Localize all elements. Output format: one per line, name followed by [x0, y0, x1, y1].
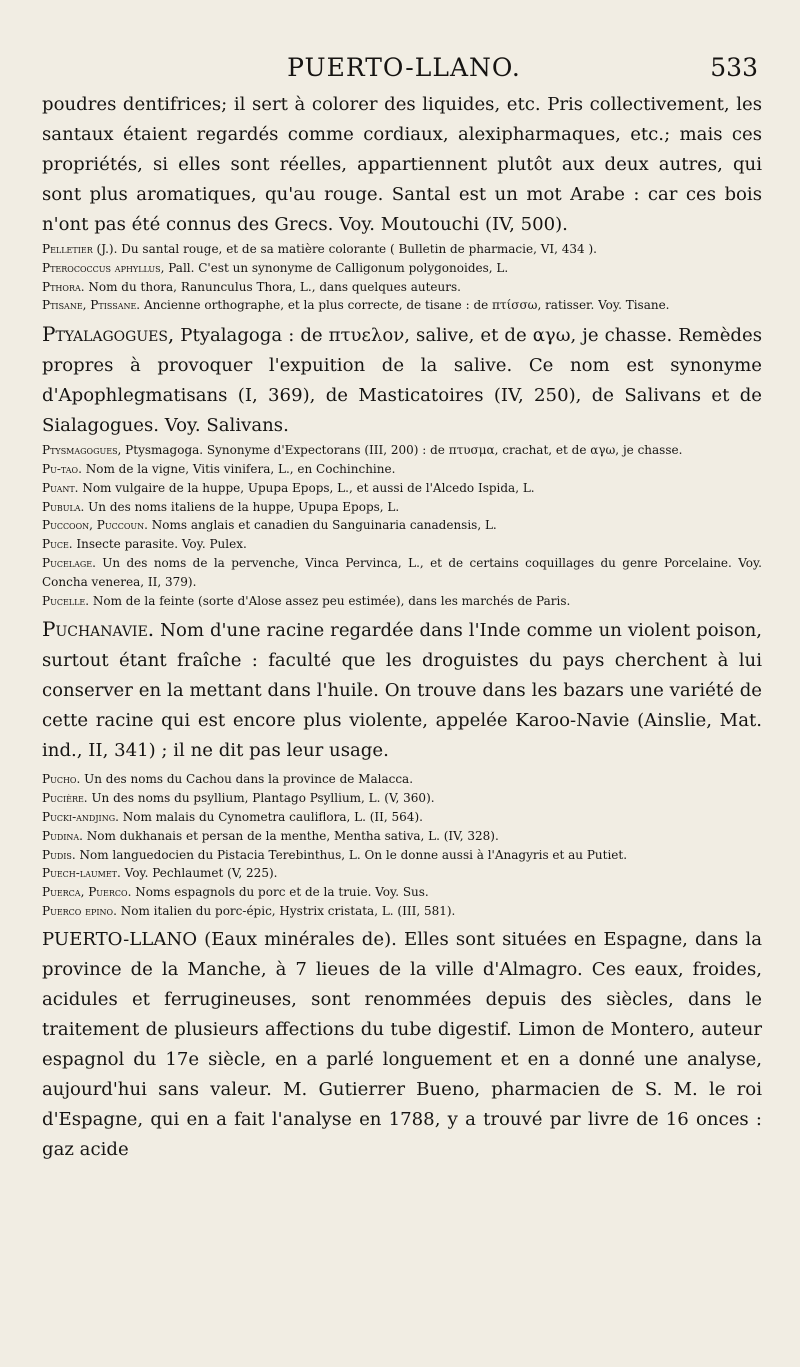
entry-head: Pterococcus aphyllus [42, 260, 161, 275]
entry-text: Nom languedocien du Pistacia Terebinthus, L. On le donne aussi à l'Anagyris et au Putiet. [75, 847, 628, 862]
entry-text: Insecte parasite. Voy. Pulex. [72, 537, 247, 552]
entry-pucelle [42, 592, 762, 611]
entry-head: Puchanavie. [42, 617, 155, 642]
entry-puant [42, 479, 762, 498]
entry-pucho [42, 770, 762, 789]
entry-head: Pudina. [42, 828, 83, 843]
entry-ptysmagogues [42, 441, 762, 460]
entry-puerca [42, 883, 762, 902]
entry-puerco-epino [42, 902, 762, 921]
entry-head: Pucelle. [42, 593, 90, 608]
entry-pudina [42, 827, 762, 846]
entry-text: Nom vulgaire de la huppe, Upupa Epops, L., et aussi de l'Alcedo Ispida, L. [78, 480, 535, 495]
entry-head: Puerco epino. [42, 903, 117, 918]
entry-text: Ancienne orthographe, et la plus correcte, de tisane : de πτίσσω, ratisser. Voy. Tisane. [140, 298, 670, 313]
entry-puccoon [42, 516, 762, 535]
entry-head: Puerca, Puerco. [42, 885, 132, 900]
entry-text: Un des noms italiens de la huppe, Upupa Epops, L. [84, 499, 400, 514]
entry-ptyalagogues [42, 319, 762, 441]
entry-pucki-andjing [42, 808, 762, 827]
entry-head: Pudis. [42, 847, 76, 862]
entry-text: Un des noms du Cachou dans la province de Malacca. [80, 772, 414, 787]
entry-text: Ptyalagoga : de πτυελον, salive, et de αγω, je chasse. Remèdes propres à provoquer l'expuition de la salive. Ce nom est synonyme d'Apophlegmatisans (I, 369), de Masticatoires (IV, 250), de Salivans et de Sialagogues. Voy. Salivans. [42, 325, 762, 437]
entry-text: Nom italien du porc-épic, Hystrix cristata, L. (III, 581). [116, 903, 456, 918]
entry-head: Ptyalagogues, [42, 322, 175, 347]
entry-text: Voy. Pechlaumet (V, 225). [120, 866, 278, 881]
entry-puerto-llano [42, 925, 762, 1165]
entry-text: Noms espagnols du porc et de la truie. Voy. Sus. [131, 885, 429, 900]
entry-pu-tao [42, 460, 762, 479]
entry-puciere [42, 789, 762, 808]
entry-pthora [42, 278, 762, 297]
entry-puech-laumet [42, 864, 762, 883]
entry-pelletier [42, 240, 762, 259]
entry-text: Noms anglais et canadien du Sanguinaria canadensis, L. [147, 518, 497, 533]
entry-head: Pucki-andjing. [42, 809, 119, 824]
entry-head: Ptysmagogues, [42, 443, 122, 458]
entry-puchanavie [42, 614, 762, 766]
entry-head: PUERTO-LLANO [42, 928, 198, 950]
page-content [42, 90, 762, 1165]
entry-text: Un des noms du psyllium, Plantago Psyllium, L. (V, 360). [87, 791, 435, 806]
entry-text: Nom de la vigne, Vitis vinifera, L., en Cochinchine. [81, 461, 396, 476]
entry-head: Puce. [42, 537, 73, 552]
entry-text: poudres dentifrices; il sert à colorer des liquides, etc. Pris collectivement, les santaux étaient regardés comme cordiaux, alexipharmaques, etc.; mais ces propriétés, si elles sont réelles, appartiennent plutôt aux deux autres, qui sont plus aromatiques, qu'au rouge. Santal est un mot Arabe : car ces bois n'ont pas été connus des Grecs. Voy. Moutouchi (IV, 500). [42, 94, 762, 235]
entry-pucelage [42, 554, 762, 592]
page-header [42, 48, 766, 88]
running-head: PUERTO-LLANO. [287, 53, 521, 82]
entry-text: Du santal rouge, et de sa matière colorante ( Bulletin de pharmacie, VI, 434 ). [117, 242, 597, 256]
entry-puce [42, 535, 762, 554]
entry-text: Nom de la feinte (sorte d'Alose assez peu estimée), dans les marchés de Paris. [89, 593, 571, 608]
entry-text: , Pall. C'est un synonyme de Calligonum polygonoides, L. [160, 260, 509, 275]
entry-text: (Eaux minérales de). Elles sont situées en Espagne, dans la province de la Manche, à 7 lieues de la ville d'Almagro. Ces eaux, froides, acidules et ferrugineuses, sont renommées depuis des siècles, dans le traitement de plusieurs affections du tube digestif. Limon de Montero, auteur espagnol du 17e siècle, en a parlé longuement et en a donné une analyse, aujourd'hui sans valeur. M. Gutierrer Bueno, pharmacien de S. M. le roi d'Espagne, qui en a fait l'analyse en 1788, y a trouvé par livre de 16 onces : gaz acide [42, 928, 762, 1160]
entry-head: Pubula. [42, 499, 85, 514]
entry-text: Nom d'une racine regardée dans l'Inde comme un violent poison, surtout étant fraîche : faculté que les droguistes du pays cherchent à lui conserver en la mettant dans l'huile. On trouve dans les bazars une variété de cette racine qui est encore plus violente, appelée Karoo-Navie (Ainslie, Mat. ind., II, 341) ; il ne dit pas leur usage. [42, 620, 762, 762]
entry-text: Un des noms de la pervenche, Vinca Pervinca, L., et de certains coquillages du genre Porcelaine. Voy. Concha venerea, II, 379). [42, 555, 762, 589]
entry-head: Pucelage. [42, 555, 96, 570]
entry-text: Nom du thora, Ranunculus Thora, L., dans quelques auteurs. [84, 279, 461, 294]
entry-ptisane [42, 296, 762, 315]
entry-pudis [42, 846, 762, 865]
page-number: 533 [710, 53, 758, 82]
entry-pterococcus [42, 259, 762, 278]
entry-head: Pelletier (J.). [42, 242, 118, 256]
entry-head: Pu-tao. [42, 461, 82, 476]
entry-text: Nom dukhanais et persan de la menthe, Mentha sativa, L. (IV, 328). [82, 828, 499, 843]
entry-head: Pthora. [42, 279, 85, 294]
entry-pubula [42, 498, 762, 517]
entry-head: Pucière. [42, 791, 88, 806]
entry-head: Puccoon, Puccoun. [42, 518, 148, 533]
entry-text: Ptysmagoga. Synonyme d'Expectorans (III, 200) : de πτυσμα, crachat, et de αγω, je chasse. [121, 443, 683, 458]
entry-head: Ptisane, Ptissane. [42, 298, 141, 313]
entry-santal-continuation [42, 90, 762, 240]
entry-head: Puant. [42, 480, 79, 495]
entry-head: Pucho. [42, 772, 81, 787]
entry-text: Nom malais du Cynometra cauliflora, L. (II, 564). [118, 809, 423, 824]
entry-head: Puech-laumet. [42, 866, 121, 881]
